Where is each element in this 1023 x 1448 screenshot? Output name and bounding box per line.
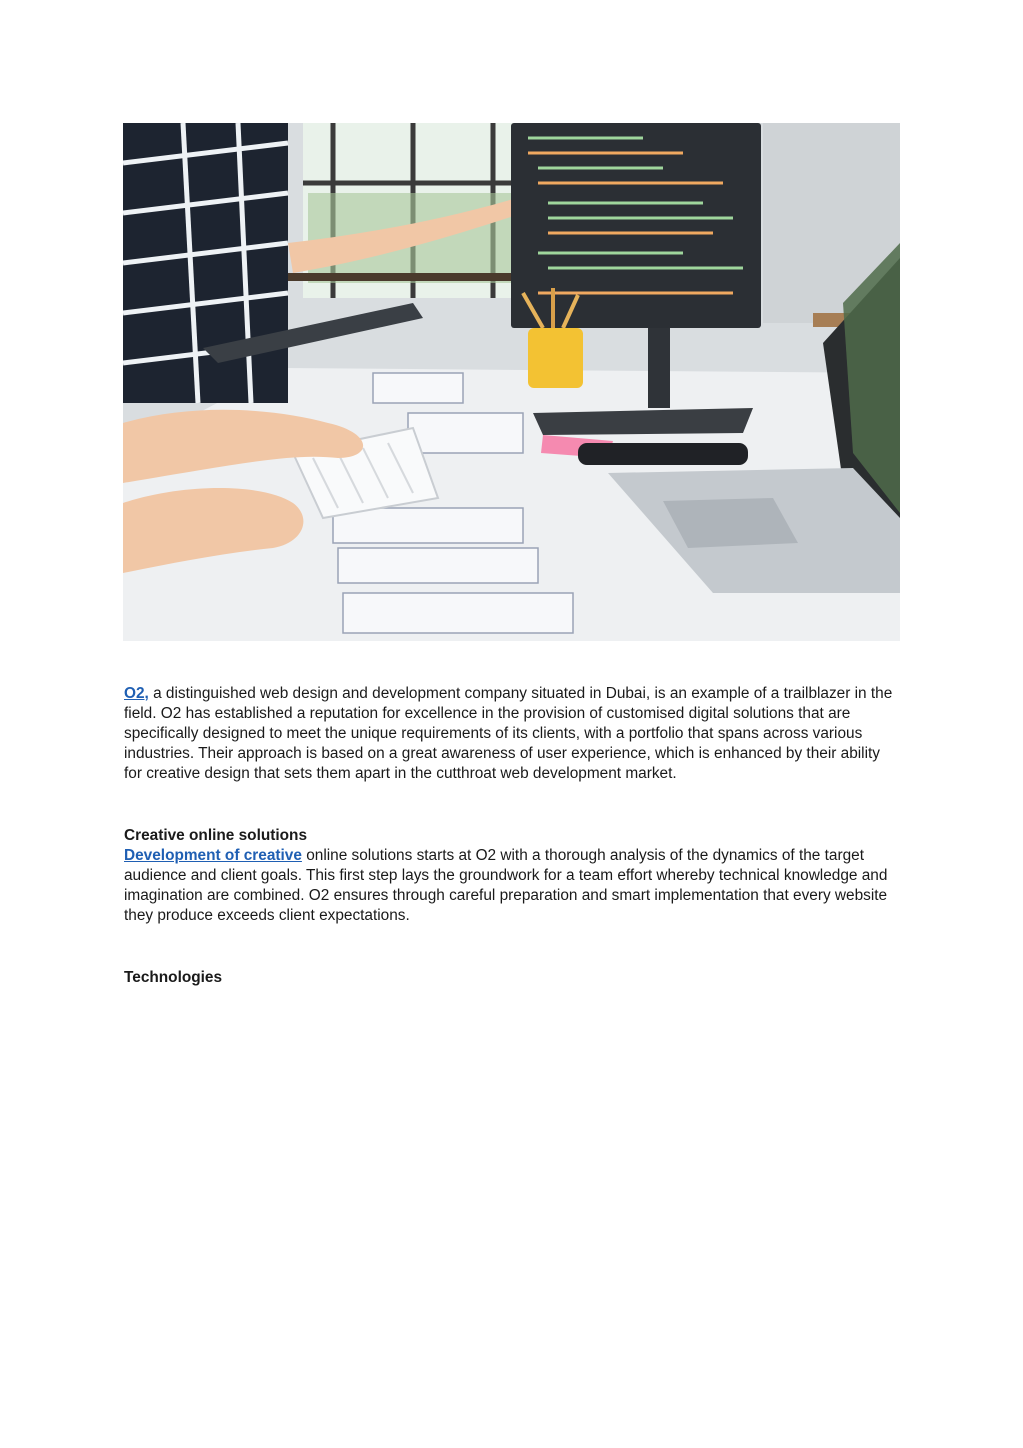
monitor-stand [648,328,670,408]
development-of-creative-link[interactable]: Development of creative [124,847,302,864]
intro-text: a distinguished web design and development company situated in Dubai, is an example of a trailblazer in the field. O2 has established a reputation for excellence in the provision of customised digital solutions that are specifically designed to meet the unique requirements of its clients, with a portfolio that spans across various industries. Their approach is based on a great awareness of user experience, which is enhanced by their ability for creative design that sets them apart in the cutthroat web development market. [124,685,893,782]
background-table [253,273,513,281]
office-photo-illustration [123,123,900,641]
section-heading: Creative online solutions [124,827,308,844]
section-heading-technologies: Technologies [124,969,223,986]
o2-link[interactable]: O2, [124,685,149,702]
section-paragraph [124,846,899,926]
article-body [124,684,899,988]
section-text: online solutions starts at O2 with a thorough analysis of the dynamics of the target audience and client goals. This first step lays the groundwork for a team effort whereby technical knowledge and imagination are combined. O2 ensures through careful preparation and smart implementation that every website they produce exceeds client expectations. [124,847,888,924]
section-creative-solutions [124,826,899,926]
hero-image [123,123,900,641]
smartphone [578,443,748,465]
section-technologies [124,968,899,988]
intro-paragraph [124,684,899,784]
